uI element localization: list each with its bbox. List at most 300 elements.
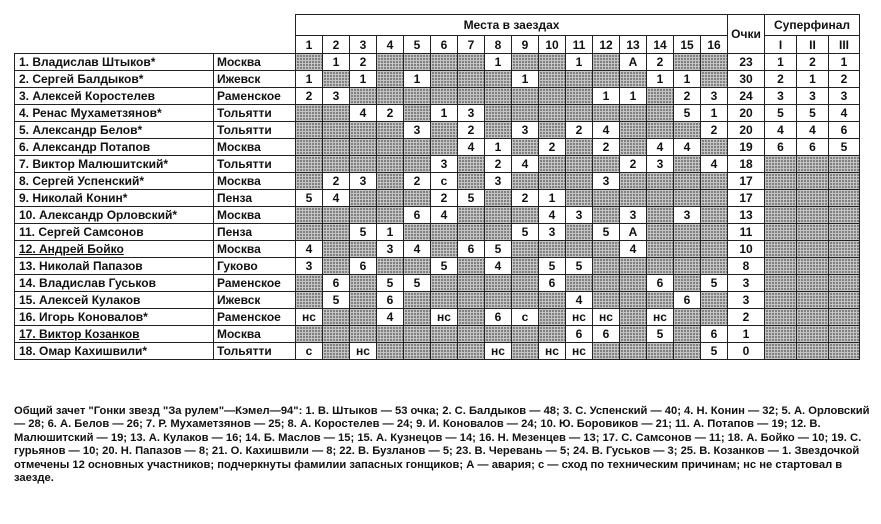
points-cell: 0 — [728, 343, 765, 360]
heat-place-cell — [296, 156, 323, 173]
heat-place-cell — [539, 173, 566, 190]
racer-city: Москва — [214, 326, 296, 343]
heat-number-header: 6 — [431, 36, 458, 54]
superfinal-cell: 5 — [797, 105, 829, 122]
heat-place-cell: 3 — [620, 207, 647, 224]
heat-place-cell — [566, 173, 593, 190]
heat-place-cell — [350, 241, 377, 258]
heat-place-cell — [323, 122, 350, 139]
superfinal-number-header: II — [797, 36, 829, 54]
heat-place-cell: 4 — [593, 122, 620, 139]
heat-place-cell — [674, 258, 701, 275]
racer-row — [15, 156, 860, 173]
superfinal-cell — [797, 326, 829, 343]
heat-place-cell: 3 — [647, 156, 674, 173]
heat-place-cell: 4 — [458, 139, 485, 156]
heat-place-cell — [404, 326, 431, 343]
heat-place-cell — [539, 54, 566, 71]
heat-place-cell: 1 — [350, 71, 377, 88]
superfinal-cell: 2 — [797, 54, 829, 71]
heat-place-cell: 2 — [323, 173, 350, 190]
heat-place-cell — [674, 156, 701, 173]
racer-name: 16. Игорь Коновалов* — [15, 309, 214, 326]
heat-place-cell — [512, 292, 539, 309]
racer-city: Москва — [214, 207, 296, 224]
heat-number-header: 10 — [539, 36, 566, 54]
heat-place-cell — [593, 156, 620, 173]
heat-place-cell — [431, 139, 458, 156]
heat-number-header: 3 — [350, 36, 377, 54]
superfinal-cell — [765, 190, 797, 207]
heat-place-cell — [377, 122, 404, 139]
heat-place-cell — [485, 105, 512, 122]
heat-place-cell: 2 — [566, 122, 593, 139]
racer-city: Москва — [214, 54, 296, 71]
heat-place-cell — [620, 292, 647, 309]
heat-place-cell — [404, 343, 431, 360]
points-cell: 8 — [728, 258, 765, 275]
heat-place-cell: 3 — [377, 241, 404, 258]
heat-place-cell: нс — [431, 309, 458, 326]
racer-city: Тольятти — [214, 156, 296, 173]
heat-place-cell: 3 — [566, 207, 593, 224]
heat-place-cell — [323, 207, 350, 224]
superfinal-cell — [829, 258, 860, 275]
heat-place-cell — [323, 326, 350, 343]
heat-place-cell — [458, 309, 485, 326]
heat-place-cell — [539, 156, 566, 173]
heat-place-cell: 2 — [296, 88, 323, 105]
heat-place-cell: 4 — [323, 190, 350, 207]
heat-place-cell: 2 — [593, 139, 620, 156]
heat-place-cell: 2 — [458, 122, 485, 139]
superfinal-cell — [829, 326, 860, 343]
heat-place-cell — [296, 122, 323, 139]
heat-place-cell — [701, 54, 728, 71]
heat-place-cell — [701, 190, 728, 207]
heat-number-header: 11 — [566, 36, 593, 54]
heat-place-cell — [350, 275, 377, 292]
heat-place-cell — [566, 156, 593, 173]
heat-place-cell — [458, 275, 485, 292]
heat-number-header: 4 — [377, 36, 404, 54]
heat-place-cell — [539, 71, 566, 88]
heat-place-cell: 3 — [458, 105, 485, 122]
heat-place-cell — [323, 71, 350, 88]
heat-place-cell — [404, 105, 431, 122]
racer-name: 12. Андрей Бойко — [15, 241, 214, 258]
heat-place-cell: 5 — [593, 224, 620, 241]
points-cell: 30 — [728, 71, 765, 88]
heat-place-cell: 3 — [431, 156, 458, 173]
heat-place-cell: 6 — [458, 241, 485, 258]
points-cell: 19 — [728, 139, 765, 156]
heat-place-cell: 1 — [620, 88, 647, 105]
heat-place-cell — [593, 275, 620, 292]
racer-city: Москва — [214, 173, 296, 190]
heat-number-header: 1 — [296, 36, 323, 54]
racer-name: 14. Владислав Гуськов — [15, 275, 214, 292]
heat-place-cell — [512, 105, 539, 122]
heat-place-cell — [404, 258, 431, 275]
heat-place-cell — [485, 207, 512, 224]
heat-place-cell: 6 — [404, 207, 431, 224]
heat-place-cell — [458, 54, 485, 71]
heat-place-cell: 4 — [701, 156, 728, 173]
superfinal-cell — [797, 190, 829, 207]
heat-place-cell — [431, 343, 458, 360]
heat-place-cell — [620, 258, 647, 275]
heat-place-cell: 2 — [512, 190, 539, 207]
heat-place-cell — [539, 105, 566, 122]
racer-city: Пенза — [214, 190, 296, 207]
heat-place-cell — [566, 71, 593, 88]
heat-number-header: 8 — [485, 36, 512, 54]
superfinal-cell — [829, 309, 860, 326]
heat-place-cell: 1 — [593, 88, 620, 105]
heat-place-cell — [647, 224, 674, 241]
heat-place-cell — [404, 139, 431, 156]
heat-place-cell — [350, 309, 377, 326]
places-header: Места в заездах — [296, 15, 728, 36]
points-header: Очки — [728, 15, 765, 54]
heat-place-cell: 3 — [404, 122, 431, 139]
heat-place-cell: 5 — [485, 241, 512, 258]
heat-place-cell — [566, 88, 593, 105]
racer-row — [15, 207, 860, 224]
superfinal-cell — [829, 190, 860, 207]
heat-place-cell — [647, 343, 674, 360]
superfinal-cell — [765, 207, 797, 224]
heat-place-cell: 5 — [350, 224, 377, 241]
heat-place-cell — [377, 343, 404, 360]
heat-place-cell: с — [512, 309, 539, 326]
heat-place-cell — [593, 343, 620, 360]
heat-place-cell — [431, 71, 458, 88]
heat-place-cell — [566, 275, 593, 292]
heat-place-cell — [593, 71, 620, 88]
superfinal-number-header: III — [829, 36, 860, 54]
heat-place-cell — [350, 156, 377, 173]
heat-place-cell: 1 — [377, 224, 404, 241]
heat-place-cell — [566, 139, 593, 156]
heat-place-cell — [512, 258, 539, 275]
racer-row — [15, 88, 860, 105]
heat-place-cell — [377, 71, 404, 88]
heat-place-cell — [458, 224, 485, 241]
heat-place-cell — [485, 326, 512, 343]
heat-place-cell — [539, 292, 566, 309]
racer-row — [15, 326, 860, 343]
superfinal-cell — [829, 156, 860, 173]
heat-number-header: 12 — [593, 36, 620, 54]
heat-place-cell: 3 — [674, 207, 701, 224]
racer-row — [15, 292, 860, 309]
superfinal-cell — [765, 156, 797, 173]
points-cell: 13 — [728, 207, 765, 224]
heat-place-cell: 3 — [350, 173, 377, 190]
heat-place-cell — [458, 88, 485, 105]
heat-place-cell — [593, 54, 620, 71]
heat-place-cell: 6 — [539, 275, 566, 292]
racer-row — [15, 224, 860, 241]
heat-place-cell: 6 — [647, 275, 674, 292]
heat-place-cell: 5 — [701, 275, 728, 292]
heat-place-cell — [620, 71, 647, 88]
heat-place-cell: 3 — [512, 122, 539, 139]
heat-place-cell — [377, 139, 404, 156]
heat-place-cell — [404, 190, 431, 207]
heat-place-cell: 3 — [296, 258, 323, 275]
heat-place-cell: А — [620, 224, 647, 241]
heat-place-cell: 6 — [323, 275, 350, 292]
heat-place-cell — [431, 122, 458, 139]
heat-place-cell — [323, 258, 350, 275]
heat-place-cell: 2 — [485, 156, 512, 173]
racer-name: 1. Владислав Штыков* — [15, 54, 214, 71]
heat-place-cell — [296, 292, 323, 309]
heat-place-cell — [620, 343, 647, 360]
heat-place-cell — [593, 190, 620, 207]
points-cell: 17 — [728, 173, 765, 190]
heat-place-cell — [404, 309, 431, 326]
heat-place-cell — [350, 139, 377, 156]
heat-place-cell — [647, 207, 674, 224]
results-table — [14, 14, 860, 360]
superfinal-cell — [765, 241, 797, 258]
racer-name: 18. Омар Кахишвили* — [15, 343, 214, 360]
superfinal-cell — [797, 156, 829, 173]
heat-place-cell: нс — [485, 343, 512, 360]
heat-place-cell — [620, 326, 647, 343]
superfinal-cell: 6 — [765, 139, 797, 156]
heat-place-cell — [485, 122, 512, 139]
heat-place-cell: 4 — [296, 241, 323, 258]
heat-place-cell — [620, 309, 647, 326]
heat-place-cell — [485, 71, 512, 88]
heat-place-cell: нс — [539, 343, 566, 360]
superfinal-cell — [829, 224, 860, 241]
heat-place-cell — [458, 71, 485, 88]
heat-place-cell — [323, 241, 350, 258]
heat-place-cell — [674, 173, 701, 190]
heat-place-cell: 5 — [566, 258, 593, 275]
heat-place-cell — [377, 258, 404, 275]
racer-city: Москва — [214, 241, 296, 258]
heat-place-cell — [296, 275, 323, 292]
superfinal-cell — [765, 258, 797, 275]
heat-number-header: 15 — [674, 36, 701, 54]
heat-place-cell — [296, 173, 323, 190]
heat-place-cell — [377, 156, 404, 173]
racer-name: 8. Сергей Успенский* — [15, 173, 214, 190]
heat-place-cell: нс — [566, 343, 593, 360]
racer-name: 10. Александр Орловский* — [15, 207, 214, 224]
heat-place-cell — [485, 292, 512, 309]
heat-place-cell — [620, 275, 647, 292]
superfinal-cell: 2 — [829, 71, 860, 88]
superfinal-number-header: I — [765, 36, 797, 54]
heat-place-cell: 3 — [539, 224, 566, 241]
superfinal-cell — [829, 173, 860, 190]
heat-place-cell — [674, 241, 701, 258]
heat-place-cell — [350, 88, 377, 105]
heat-place-cell — [674, 122, 701, 139]
heat-place-cell — [620, 122, 647, 139]
heat-place-cell — [674, 275, 701, 292]
heat-place-cell: 5 — [431, 258, 458, 275]
racer-row — [15, 139, 860, 156]
heat-place-cell — [566, 241, 593, 258]
heat-place-cell — [377, 54, 404, 71]
heat-place-cell — [296, 207, 323, 224]
heat-place-cell — [512, 139, 539, 156]
heat-place-cell — [593, 241, 620, 258]
heat-place-cell — [701, 207, 728, 224]
heat-place-cell — [485, 190, 512, 207]
heat-place-cell — [512, 54, 539, 71]
heat-place-cell: 2 — [431, 190, 458, 207]
superfinal-cell: 1 — [797, 71, 829, 88]
superfinal-cell: 1 — [829, 54, 860, 71]
heat-place-cell: 1 — [647, 71, 674, 88]
heat-place-cell — [377, 88, 404, 105]
heat-place-cell: 1 — [485, 54, 512, 71]
heat-place-cell: 2 — [674, 88, 701, 105]
heat-place-cell: 4 — [485, 258, 512, 275]
heat-place-cell — [350, 190, 377, 207]
heat-place-cell — [404, 88, 431, 105]
heat-place-cell: нс — [566, 309, 593, 326]
heat-place-cell: нс — [593, 309, 620, 326]
points-cell: 18 — [728, 156, 765, 173]
heat-place-cell: 4 — [674, 139, 701, 156]
superfinal-cell — [829, 275, 860, 292]
racer-name: 3. Алексей Коростелев — [15, 88, 214, 105]
heat-place-cell — [701, 258, 728, 275]
racer-name: 9. Николай Конин* — [15, 190, 214, 207]
heat-place-cell: 6 — [485, 309, 512, 326]
heat-place-cell — [674, 224, 701, 241]
heat-place-cell — [350, 292, 377, 309]
heat-place-cell — [701, 173, 728, 190]
superfinal-cell — [829, 343, 860, 360]
heat-place-cell: 2 — [701, 122, 728, 139]
heat-place-cell — [647, 173, 674, 190]
racer-row — [15, 190, 860, 207]
heat-place-cell — [512, 343, 539, 360]
heat-place-cell — [431, 88, 458, 105]
racer-city: Раменское — [214, 309, 296, 326]
heat-place-cell — [512, 241, 539, 258]
heat-place-cell — [647, 122, 674, 139]
heat-place-cell: 1 — [512, 71, 539, 88]
racer-row — [15, 275, 860, 292]
superfinal-cell — [829, 241, 860, 258]
heat-place-cell: 2 — [620, 156, 647, 173]
heat-place-cell — [539, 88, 566, 105]
heat-number-header: 7 — [458, 36, 485, 54]
heat-place-cell — [539, 122, 566, 139]
heat-place-cell — [539, 241, 566, 258]
points-cell: 20 — [728, 105, 765, 122]
superfinal-cell — [797, 241, 829, 258]
heat-place-cell: 5 — [674, 105, 701, 122]
heat-place-cell: 4 — [377, 309, 404, 326]
heat-place-cell — [593, 292, 620, 309]
racer-city: Тольятти — [214, 105, 296, 122]
racer-row — [15, 122, 860, 139]
heat-place-cell — [647, 105, 674, 122]
heat-place-cell: 4 — [566, 292, 593, 309]
heat-place-cell — [431, 54, 458, 71]
points-cell: 1 — [728, 326, 765, 343]
heat-place-cell: 1 — [323, 54, 350, 71]
heat-place-cell — [431, 292, 458, 309]
heat-place-cell — [566, 105, 593, 122]
racer-row — [15, 241, 860, 258]
heat-place-cell — [701, 309, 728, 326]
heat-place-cell — [458, 173, 485, 190]
racer-row — [15, 258, 860, 275]
superfinal-cell — [797, 309, 829, 326]
heat-place-cell — [458, 258, 485, 275]
heat-place-cell — [296, 105, 323, 122]
heat-place-cell — [566, 224, 593, 241]
heat-number-header: 5 — [404, 36, 431, 54]
superfinal-cell: 1 — [765, 54, 797, 71]
superfinal-cell — [797, 258, 829, 275]
heat-place-cell: 5 — [377, 275, 404, 292]
heat-number-header: 9 — [512, 36, 539, 54]
superfinal-cell — [797, 207, 829, 224]
heat-place-cell — [323, 224, 350, 241]
heat-place-cell — [350, 326, 377, 343]
heat-place-cell — [539, 309, 566, 326]
heat-place-cell — [539, 326, 566, 343]
heat-place-cell: 4 — [350, 105, 377, 122]
superfinal-cell — [765, 224, 797, 241]
racer-name: 15. Алексей Кулаков — [15, 292, 214, 309]
racer-city: Тольятти — [214, 343, 296, 360]
heat-place-cell: 1 — [566, 54, 593, 71]
heat-place-cell — [674, 190, 701, 207]
heat-place-cell: 1 — [701, 105, 728, 122]
heat-place-cell — [593, 105, 620, 122]
heat-place-cell: 6 — [350, 258, 377, 275]
heat-place-cell — [647, 241, 674, 258]
heat-place-cell — [296, 224, 323, 241]
superfinal-cell — [797, 224, 829, 241]
heat-place-cell — [647, 258, 674, 275]
racer-row — [15, 343, 860, 360]
heat-place-cell — [323, 343, 350, 360]
heat-place-cell — [701, 139, 728, 156]
heat-place-cell: 5 — [647, 326, 674, 343]
heat-place-cell: 4 — [512, 156, 539, 173]
heat-place-cell: 6 — [701, 326, 728, 343]
heat-place-cell: 4 — [431, 207, 458, 224]
heat-place-cell — [647, 88, 674, 105]
points-cell: 3 — [728, 292, 765, 309]
superfinal-cell: 5 — [829, 139, 860, 156]
racer-city: Москва — [214, 139, 296, 156]
racer-row — [15, 105, 860, 122]
heat-place-cell — [620, 190, 647, 207]
heat-place-cell — [404, 292, 431, 309]
superfinal-cell — [829, 292, 860, 309]
superfinal-cell: 4 — [765, 122, 797, 139]
